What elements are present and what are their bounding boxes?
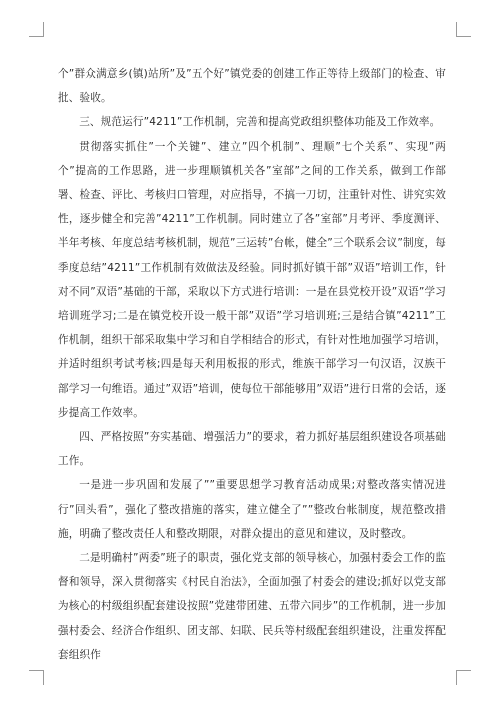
paragraph-4211-mechanism: 贯彻落实抓住”一个关键”、建立”四个机制”、理顺”七个关系”、实现”两个”提高的工作思路，进一步理顺镇机关各”室部”之间的工作关系，做到工作部署、检查、评比、考核归口管理，对应指导，不搞一刀切，注重针对性、讲究实效性，逐步健全和完善”4211”工作机制。同时建立了各”室部”月考评、季度测评、半年考核、年度总结考核机制，规范”三运转”台帐，健全”三个联系会议”制度，每季度总结”4211”工作机制有效做法及经验。同时抓好镇干部”双语”培训工作，针对不同”双语”基础的干部，采取以下方式进行培训：一是在县党校开设”双语”学习培训班学习;二是在镇党校开设一般干部”双语”学习培训班;三是结合镇”4211”工作机制，组织干部采取集中学习和自学相结合的形式，有针对性地加强学习培训，并适时组织考试考核;四是每天利用板报的形式，维族干部学习一句汉语，汉族干部学习一句维语。通过”双语”培训，使每位干部能够用”双语”进行日常的会话，逐步提高工作效率。 [58, 140, 446, 419]
crop-mark-bottom-left [29, 670, 44, 685]
paragraph-continuation: 个”群众满意乡(镇)站所”及”五个好”镇党委的创建工作正等待上级部门的检查、审批、验收。 [58, 68, 446, 105]
paragraph-item-one: 一是进一步巩固和发展了””重要思想学习教育活动成果;对整改落实情况进行”回头看”，强化了整改措施的落实，建立健全了””整改台帐制度，规范整改措施，明确了整改责任人和整改期限，对群众提出的意见和建议，及时整改。 [58, 479, 446, 540]
document-body [58, 62, 446, 667]
section-heading-four: 四、严格按照”夯实基础、增强活力”的要求，着力抓好基层组织建设各项基础工作。 [58, 431, 446, 468]
crop-mark-top-left [29, 22, 44, 37]
section-heading-three: 三、规范运行”4211”工作机制，完善和提高党政组织整体功能及工作效率。 [79, 116, 441, 129]
paragraph-item-two: 二是明确村”两委”班子的职责，强化党支部的领导核心，加强村委会工作的监督和领导，深入贯彻落实《村民自治法》，全面加强了村委会的建设;抓好以党支部为核心的村级组织配套建设按照”党建带团建、五带六同步”的工作机制，进一步加强村委会、经济合作组织、团支部、妇联、民兵等村级配套组织建设，注重发挥配套组织作 [58, 552, 446, 661]
crop-mark-bottom-right [456, 670, 471, 685]
crop-mark-top-right [456, 22, 471, 37]
